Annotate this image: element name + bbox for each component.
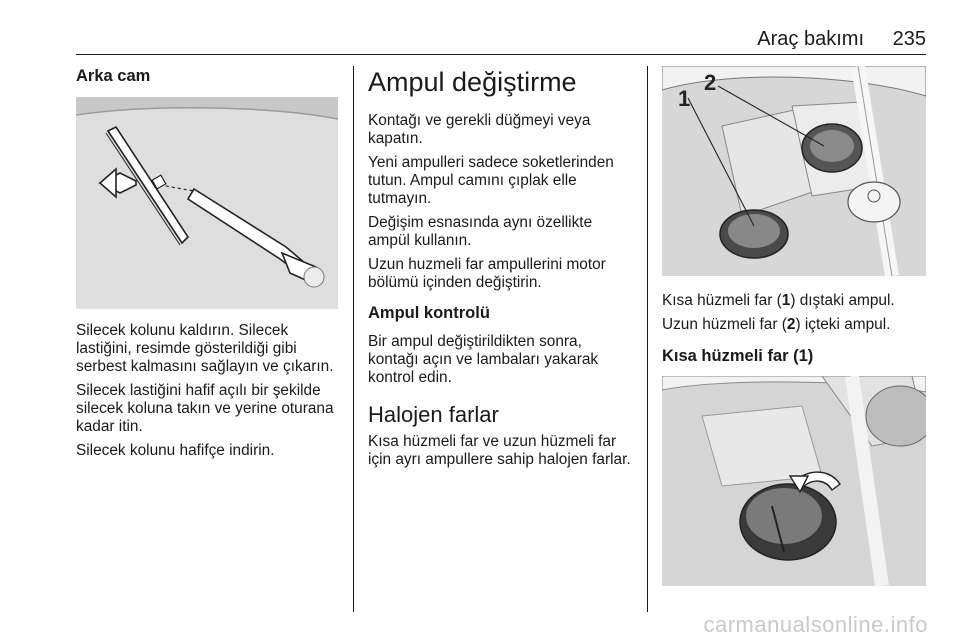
caption-high-beam-number: 2 <box>786 316 796 333</box>
caption-high-beam-text-b: ) içteki ampul. <box>795 316 891 333</box>
column-rear-window <box>76 66 338 460</box>
paragraph-halogen: Kısa hüzmeli far ve uzun hüzmeli far için ayrı ampullere sahip halojen farlar. <box>368 433 631 468</box>
figure-engine-bay <box>662 66 926 276</box>
engine-bay-illustration <box>662 66 926 276</box>
heading-bulb-check: Ampul kontrolü <box>368 304 490 322</box>
paragraph-wiper-2: Silecek lastiğini hafif açılı bir şekilde silecek koluna takın ve yerine oturana kadar itin. <box>76 382 334 435</box>
section-title: Araç bakımı <box>757 28 864 50</box>
title-halogen-headlights: Halojen farlar <box>368 402 499 427</box>
paragraph-wiper-1: Silecek kolunu kaldırın. Silecek lastiğini, resimde gösterildiği gibi serbest kalmasını sağlayın ve çıkarın. <box>76 322 334 375</box>
figure-low-beam-bulb <box>662 376 926 586</box>
heading-low-beam: Kısa hüzmeli far (1) <box>662 347 814 365</box>
paragraph-wiper-3: Silecek kolunu hafifçe indirin. <box>76 442 275 459</box>
low-beam-illustration <box>662 376 926 586</box>
column-headlights <box>662 66 926 586</box>
caption-low-beam <box>662 292 926 310</box>
title-bulb-replacement: Ampul değiştirme <box>368 67 577 97</box>
watermark: carmanualsonline.info <box>703 612 928 637</box>
page-number: 235 <box>892 28 926 50</box>
heading-rear-window: Arka cam <box>76 67 151 85</box>
caption-low-beam-text-b: ) dıştaki ampul. <box>790 292 895 309</box>
figure-wiper <box>76 97 338 309</box>
column-divider-2 <box>647 66 648 612</box>
column-bulb-replacement <box>368 66 634 469</box>
caption-high-beam <box>662 316 926 334</box>
paragraph-bulb-4: Uzun huzmeli far ampullerini motor bölümü içinden değiştirin. <box>368 256 606 291</box>
paragraph-bulb-2: Yeni ampulleri sadece soketlerinden tutun. Ampul camını çıplak elle tutmayın. <box>368 154 614 207</box>
column-divider-1 <box>353 66 354 612</box>
paragraph-bulb-1: Kontağı ve gerekli düğmeyi veya kapatın. <box>368 112 591 147</box>
caption-high-beam-text-a: Uzun hüzmeli far ( <box>662 316 787 333</box>
caption-low-beam-text-a: Kısa hüzmeli far ( <box>662 292 782 309</box>
paragraph-bulb-check: Bir ampul değiştirildikten sonra, kontağı açın ve lambaları yakarak kontrol edin. <box>368 333 599 386</box>
wiper-illustration <box>76 97 338 309</box>
paragraph-bulb-3: Değişim esnasında aynı özellikte ampül kullanın. <box>368 214 593 249</box>
caption-low-beam-number: 1 <box>781 292 791 309</box>
callout-2: 2 <box>704 70 717 95</box>
callout-1: 1 <box>678 86 691 111</box>
page-header <box>76 24 926 55</box>
